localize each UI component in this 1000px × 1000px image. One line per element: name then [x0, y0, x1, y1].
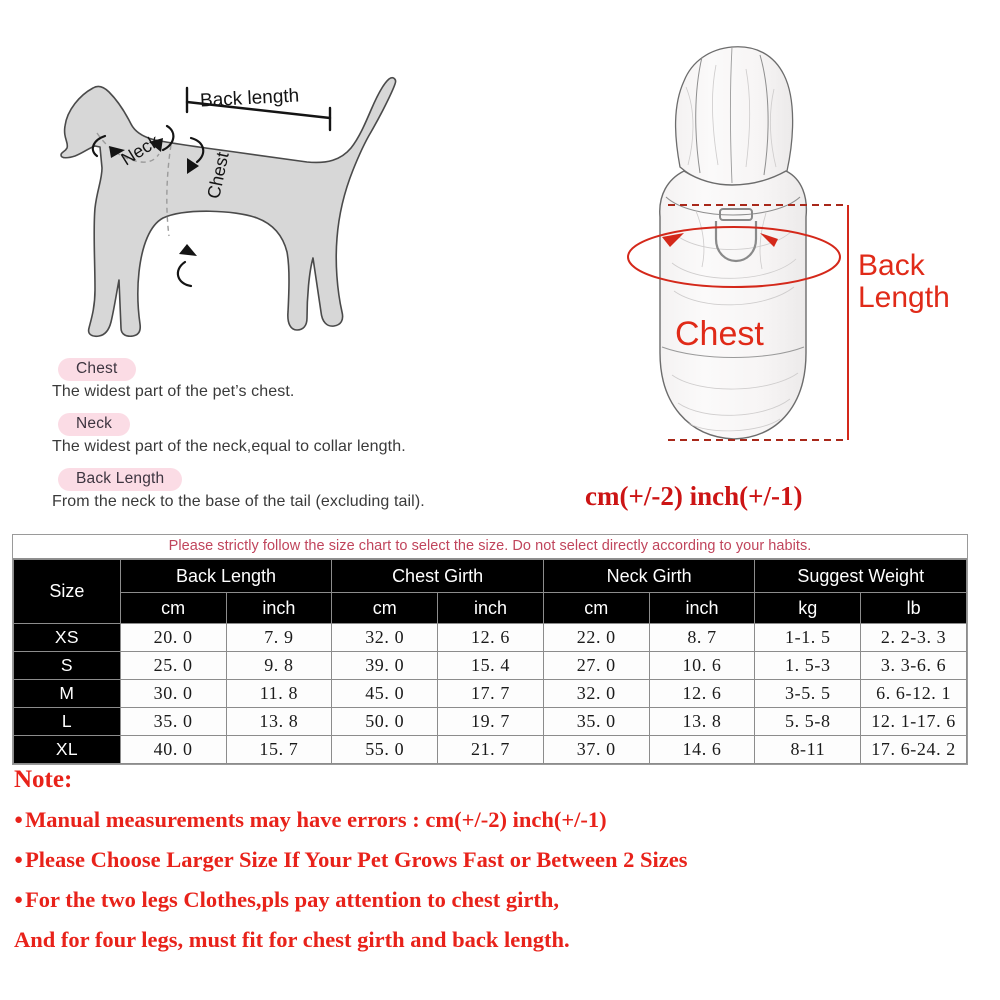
- dog-back-length-label: Back length: [199, 85, 300, 112]
- cell-size: XL: [14, 736, 121, 764]
- size-chart-body: [14, 624, 967, 764]
- header-unit-weight-lb: lb: [861, 593, 967, 624]
- size-chart-banner: Please strictly follow the size chart to select the size. Do not select directly according to your habits.: [13, 535, 967, 559]
- cell-weight-kg: 1-1. 5: [755, 624, 861, 652]
- cell-chest-cm: 45. 0: [332, 680, 438, 708]
- header-unit-chest-cm: cm: [332, 593, 438, 624]
- cell-weight-lb: 12. 1-17. 6: [861, 708, 967, 736]
- cell-neck-inch: 14. 6: [649, 736, 755, 764]
- cell-chest-cm: 50. 0: [332, 708, 438, 736]
- cell-chest-inch: 15. 4: [438, 652, 544, 680]
- definition-chest-text: The widest part of the pet’s chest.: [52, 383, 295, 400]
- cell-neck-cm: 22. 0: [543, 624, 649, 652]
- definition-back-length: [52, 468, 552, 511]
- note-line: [14, 847, 974, 873]
- header-size: Size: [14, 560, 121, 624]
- size-chart-table-container: [12, 534, 968, 765]
- bullet-icon: ●: [14, 852, 24, 868]
- header-unit-back-length-inch: inch: [226, 593, 332, 624]
- table-row: [14, 736, 967, 764]
- cell-weight-kg: 1. 5-3: [755, 652, 861, 680]
- dog-chest-label: Chest: [203, 150, 233, 201]
- measurement-definitions: [52, 358, 552, 523]
- definition-neck-text: The widest part of the neck,equal to collar length.: [52, 438, 406, 455]
- cell-neck-inch: 12. 6: [649, 680, 755, 708]
- cell-chest-inch: 19. 7: [438, 708, 544, 736]
- cell-weight-lb: 6. 6-12. 1: [861, 680, 967, 708]
- cell-back-length-cm: 30. 0: [120, 680, 226, 708]
- cell-neck-inch: 10. 6: [649, 652, 755, 680]
- cell-chest-cm: 32. 0: [332, 624, 438, 652]
- size-chart-table: [13, 559, 967, 764]
- cell-weight-kg: 3-5. 5: [755, 680, 861, 708]
- dog-neck-label: Neck: [117, 130, 163, 170]
- cell-back-length-cm: 40. 0: [120, 736, 226, 764]
- cell-neck-cm: 32. 0: [543, 680, 649, 708]
- note-text: And for four legs, must fit for chest girth and back length.: [14, 927, 570, 952]
- jacket-back-length-line1: Back: [858, 249, 925, 282]
- cell-back-length-inch: 9. 8: [226, 652, 332, 680]
- tolerance-note: cm(+/-2) inch(+/-1): [585, 481, 803, 511]
- cell-weight-kg: 8-11: [755, 736, 861, 764]
- cell-neck-cm: 37. 0: [543, 736, 649, 764]
- cell-weight-lb: 17. 6-24. 2: [861, 736, 967, 764]
- table-row: [14, 652, 967, 680]
- cell-back-length-inch: 7. 9: [226, 624, 332, 652]
- cell-back-length-cm: 35. 0: [120, 708, 226, 736]
- note-text: For the two legs Clothes,pls pay attention to chest girth,: [25, 887, 559, 912]
- cell-chest-cm: 55. 0: [332, 736, 438, 764]
- definition-back-length-pill: Back Length: [58, 468, 182, 491]
- header-unit-weight-kg: kg: [755, 593, 861, 624]
- definition-chest: [52, 358, 552, 401]
- table-row: [14, 708, 967, 736]
- cell-size: S: [14, 652, 121, 680]
- note-line: [14, 807, 974, 833]
- header-group-neck-girth: Neck Girth: [543, 560, 755, 593]
- jacket-back-length-label: [858, 250, 950, 315]
- cell-back-length-cm: 20. 0: [120, 624, 226, 652]
- cell-chest-inch: 21. 7: [438, 736, 544, 764]
- jacket-back-length-line2: Length: [858, 281, 950, 315]
- note-text: Please Choose Larger Size If Your Pet Grows Fast or Between 2 Sizes: [25, 847, 688, 872]
- notes-section: [14, 766, 974, 967]
- cell-neck-inch: 8. 7: [649, 624, 755, 652]
- definition-neck: [52, 413, 552, 456]
- chest-arrowhead-up: [179, 244, 197, 256]
- cell-weight-lb: 2. 2-3. 3: [861, 624, 967, 652]
- cell-back-length-inch: 11. 8: [226, 680, 332, 708]
- cell-neck-cm: 27. 0: [543, 652, 649, 680]
- cell-weight-kg: 5. 5-8: [755, 708, 861, 736]
- jacket-measurement-diagram: [580, 25, 995, 525]
- table-header-unit-row: [14, 593, 967, 624]
- cell-neck-cm: 35. 0: [543, 708, 649, 736]
- header-unit-back-length-cm: cm: [120, 593, 226, 624]
- dog-silhouette-svg: [45, 40, 425, 350]
- table-header-group-row: [14, 560, 967, 593]
- notes-title: Note:: [14, 766, 73, 793]
- definition-chest-pill: Chest: [58, 358, 136, 381]
- definition-neck-pill: Neck: [58, 413, 130, 436]
- cell-back-length-inch: 13. 8: [226, 708, 332, 736]
- cell-size: M: [14, 680, 121, 708]
- note-text: Manual measurements may have errors : cm(+/-2) inch(+/-1): [25, 807, 607, 832]
- cell-chest-inch: 17. 7: [438, 680, 544, 708]
- cell-back-length-cm: 25. 0: [120, 652, 226, 680]
- cell-chest-inch: 12. 6: [438, 624, 544, 652]
- definition-back-length-text: From the neck to the base of the tail (excluding tail).: [52, 493, 425, 510]
- dog-body-shape: [61, 78, 396, 336]
- header-group-chest-girth: Chest Girth: [332, 560, 544, 593]
- cell-neck-inch: 13. 8: [649, 708, 755, 736]
- cell-chest-cm: 39. 0: [332, 652, 438, 680]
- jacket-chest-label: Chest: [675, 315, 764, 353]
- header-unit-chest-inch: inch: [438, 593, 544, 624]
- header-group-suggest-weight: Suggest Weight: [755, 560, 967, 593]
- table-row: [14, 624, 967, 652]
- bullet-icon: ●: [14, 892, 24, 908]
- table-row: [14, 680, 967, 708]
- header-unit-neck-inch: inch: [649, 593, 755, 624]
- cell-size: L: [14, 708, 121, 736]
- cell-size: XS: [14, 624, 121, 652]
- dog-measurement-diagram: [45, 40, 425, 350]
- header-group-back-length: Back Length: [120, 560, 332, 593]
- bullet-icon: ●: [14, 812, 24, 828]
- cell-weight-lb: 3. 3-6. 6: [861, 652, 967, 680]
- cell-back-length-inch: 15. 7: [226, 736, 332, 764]
- header-unit-neck-cm: cm: [543, 593, 649, 624]
- note-line: [14, 887, 974, 913]
- jacket-hood-shape: [676, 47, 793, 187]
- size-chart-head: [14, 560, 967, 624]
- note-line: [14, 927, 974, 953]
